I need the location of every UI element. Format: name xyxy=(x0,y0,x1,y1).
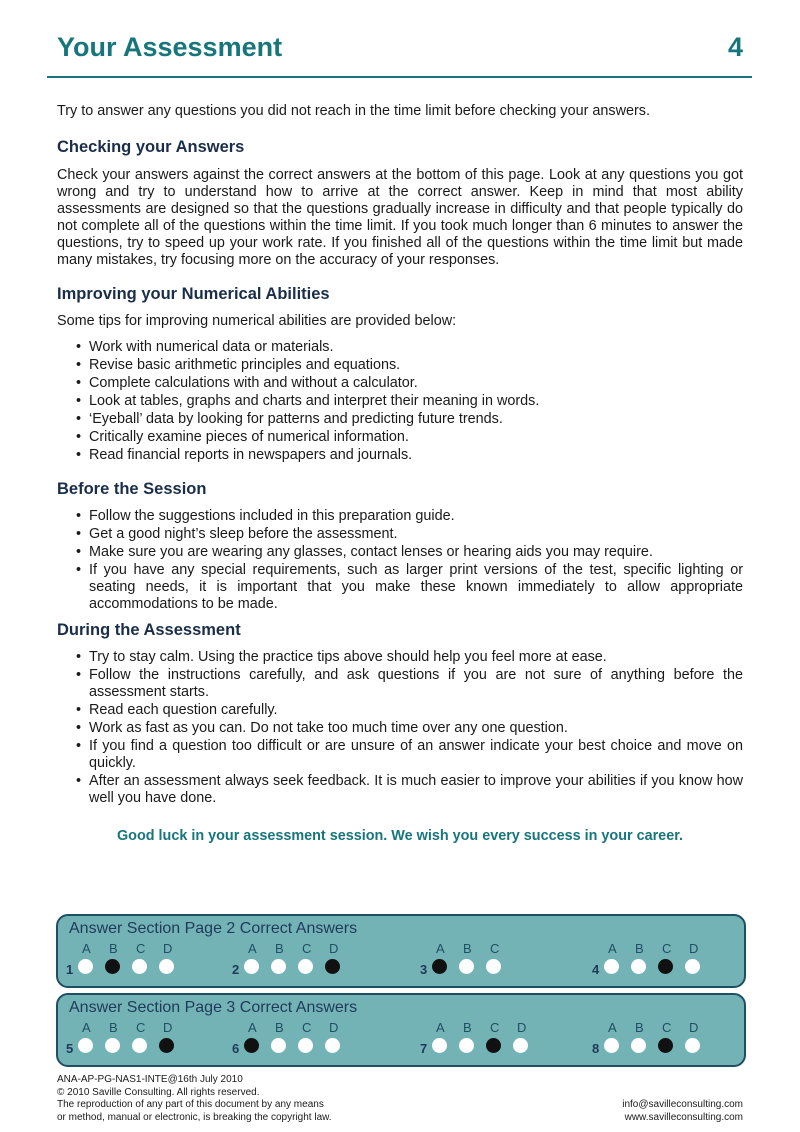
good-luck-message: Good luck in your assessment session. We wish you every success in your career. xyxy=(116,828,683,844)
checking-heading: Checking your Answers xyxy=(57,138,245,156)
answer-bubble xyxy=(159,959,174,974)
answer-bubble xyxy=(132,1038,147,1053)
list-item: • If you have any special requirements, such as larger print versions of the test, specific lighting or seating needs, it is important that you make these known immediately to allow appropriate accommodations to be made. xyxy=(57,562,743,613)
question-number: 3 xyxy=(420,962,428,977)
option-letters xyxy=(436,941,517,956)
answer-bubbles xyxy=(78,959,186,979)
list-item: • ‘Eyeball’ data by looking for patterns and predicting future trends. xyxy=(57,411,743,428)
correct-answer-bubble xyxy=(486,1038,501,1053)
question-number: 4 xyxy=(592,962,600,977)
document-code: ANA-AP-PG-NAS1-INTE@16th July 2010 xyxy=(57,1074,243,1085)
list-item: • Get a good night’s sleep before the assessment. xyxy=(57,526,743,543)
list-item: • Work as fast as you can. Do not take too much time over any one question. xyxy=(57,720,743,737)
list-item: • Read financial reports in newspapers and journals. xyxy=(57,447,743,464)
answer-bubble xyxy=(132,959,147,974)
option-letter: D xyxy=(689,941,699,956)
option-letter: D xyxy=(517,1020,527,1035)
answer-bubbles xyxy=(244,1038,352,1058)
answer-bubble xyxy=(78,1038,93,1053)
option-letter: C xyxy=(136,941,146,956)
option-letter: B xyxy=(463,941,472,956)
answer-bubble xyxy=(631,959,646,974)
list-item: • Follow the instructions carefully, and ask questions if you are not sure of anything before the assessment starts. xyxy=(57,667,743,701)
option-letter: C xyxy=(302,1020,312,1035)
question-number: 5 xyxy=(66,1041,74,1056)
footer-copyright xyxy=(57,1074,332,1124)
answer-bubble xyxy=(604,959,619,974)
list-item: • Read each question carefully. xyxy=(57,702,743,719)
answer-bubble xyxy=(271,1038,286,1053)
answer-section-page-2 xyxy=(56,914,746,988)
answer-bubble xyxy=(271,959,286,974)
list-item: • Critically examine pieces of numerical information. xyxy=(57,429,743,446)
list-item: • Revise basic arithmetic principles and equations. xyxy=(57,357,743,374)
option-letter: B xyxy=(109,941,118,956)
answer-bubble xyxy=(685,1038,700,1053)
answer-bubble xyxy=(631,1038,646,1053)
answer-bubble xyxy=(459,1038,474,1053)
answer-bubble xyxy=(298,1038,313,1053)
list-item: • Look at tables, graphs and charts and interpret their meaning in words. xyxy=(57,393,743,410)
option-letter: B xyxy=(275,941,284,956)
copyright-notice-line-2: or method, manual or electronic, is breaking the copyright law. xyxy=(57,1111,332,1123)
answer-bubble xyxy=(298,959,313,974)
correct-answer-bubble xyxy=(658,959,673,974)
question-number: 8 xyxy=(592,1041,600,1056)
option-letter: B xyxy=(635,941,644,956)
answer-bubbles xyxy=(78,1038,186,1058)
copyright-line: © 2010 Saville Consulting. All rights reserved. xyxy=(57,1086,260,1098)
before-list xyxy=(57,508,743,613)
option-letter: B xyxy=(463,1020,472,1035)
answer-bubble xyxy=(432,1038,447,1053)
option-letters xyxy=(608,1020,716,1035)
correct-answer-bubble xyxy=(244,1038,259,1053)
contact-website[interactable]: www.savilleconsulting.com xyxy=(624,1111,743,1123)
page-title: Your Assessment xyxy=(57,32,283,62)
footer-contact xyxy=(622,1099,743,1124)
contact-email[interactable]: info@savilleconsulting.com xyxy=(622,1099,743,1110)
question-number: 6 xyxy=(232,1041,240,1056)
list-item: • Try to stay calm. Using the practice tips above should help you feel more at ease. xyxy=(57,649,743,666)
answer-bubble xyxy=(685,959,700,974)
during-list xyxy=(57,649,743,807)
improving-intro: Some tips for improving numerical abilities are provided below: xyxy=(57,313,457,329)
header-divider xyxy=(47,76,752,78)
option-letter: C xyxy=(662,1020,672,1035)
answer-bubbles xyxy=(432,1038,540,1058)
option-letter: C xyxy=(490,1020,500,1035)
correct-answer-bubble xyxy=(432,959,447,974)
correct-answer-bubble xyxy=(105,959,120,974)
option-letter: A xyxy=(436,1020,445,1035)
during-heading: During the Assessment xyxy=(57,621,241,639)
answer-section-title: Answer Section Page 2 Correct Answers xyxy=(69,920,358,937)
copyright-notice-line-1: The reproduction of any part of this document by any means xyxy=(57,1099,324,1110)
before-heading: Before the Session xyxy=(57,480,207,498)
answer-bubbles xyxy=(604,1038,712,1058)
option-letter: B xyxy=(635,1020,644,1035)
correct-answer-bubble xyxy=(658,1038,673,1053)
list-item: • Make sure you are wearing any glasses, contact lenses or hearing aids you may require. xyxy=(57,544,743,561)
answer-bubble xyxy=(604,1038,619,1053)
option-letter: D xyxy=(163,941,173,956)
option-letter: D xyxy=(329,941,339,956)
answer-bubble xyxy=(513,1038,528,1053)
option-letter: A xyxy=(436,941,445,956)
correct-answer-bubble xyxy=(325,959,340,974)
answer-section-title: Answer Section Page 3 Correct Answers xyxy=(69,999,358,1016)
option-letter: D xyxy=(163,1020,173,1035)
option-letters xyxy=(82,1020,190,1035)
improving-heading: Improving your Numerical Abilities xyxy=(57,285,330,303)
option-letter: D xyxy=(689,1020,699,1035)
improving-list xyxy=(57,339,743,464)
page-header xyxy=(57,30,743,70)
option-letter: C xyxy=(490,941,500,956)
option-letters xyxy=(82,941,190,956)
option-letters xyxy=(436,1020,544,1035)
option-letter: B xyxy=(275,1020,284,1035)
list-item: • After an assessment always seek feedback. It is much easier to improve your abilities if you know how well you have done. xyxy=(57,773,743,807)
option-letter: C xyxy=(136,1020,146,1035)
intro-text: Try to answer any questions you did not reach in the time limit before checking your answers. xyxy=(57,103,650,119)
answer-bubble xyxy=(459,959,474,974)
question-number: 2 xyxy=(232,962,240,977)
option-letter: A xyxy=(608,941,617,956)
answer-bubbles xyxy=(244,959,352,979)
checking-text: Check your answers against the correct answers at the bottom of this page. Look at any questions you got wrong and try to understand how to arrive at the correct answer. Keep in mind that most ability assessments are designed so that the questions gradually increase in difficulty and that people typically do not complete all of the questions within the time limit. If you took much longer than 6 minutes to answer the questions, try to speed up your work rate. If you finished all of the questions within the time limit but made many mistakes, try focusing more on the accuracy of your responses. xyxy=(57,167,743,268)
answer-bubble xyxy=(486,959,501,974)
answer-section-page-3 xyxy=(56,993,746,1067)
question-number: 7 xyxy=(420,1041,428,1056)
option-letters xyxy=(248,941,356,956)
correct-answer-bubble xyxy=(159,1038,174,1053)
list-item: • Follow the suggestions included in this preparation guide. xyxy=(57,508,743,525)
list-item: • Work with numerical data or materials. xyxy=(57,339,743,356)
answer-bubbles xyxy=(604,959,712,979)
list-item: • If you find a question too difficult or are unsure of an answer indicate your best choice and move on quickly. xyxy=(57,738,743,772)
answer-bubble xyxy=(325,1038,340,1053)
option-letter: A xyxy=(608,1020,617,1035)
option-letter: A xyxy=(248,1020,257,1035)
answer-bubbles xyxy=(432,959,513,979)
option-letters xyxy=(608,941,716,956)
question-number: 1 xyxy=(66,962,74,977)
option-letter: C xyxy=(302,941,312,956)
option-letter: C xyxy=(662,941,672,956)
option-letter: A xyxy=(248,941,257,956)
main-content xyxy=(57,100,743,845)
option-letters xyxy=(248,1020,356,1035)
answer-bubble xyxy=(78,959,93,974)
option-letter: A xyxy=(82,941,91,956)
answer-bubble xyxy=(105,1038,120,1053)
option-letter: A xyxy=(82,1020,91,1035)
page-number: 4 xyxy=(727,32,743,62)
answer-bubble xyxy=(244,959,259,974)
list-item: • Complete calculations with and without a calculator. xyxy=(57,375,743,392)
option-letter: B xyxy=(109,1020,118,1035)
option-letter: D xyxy=(329,1020,339,1035)
